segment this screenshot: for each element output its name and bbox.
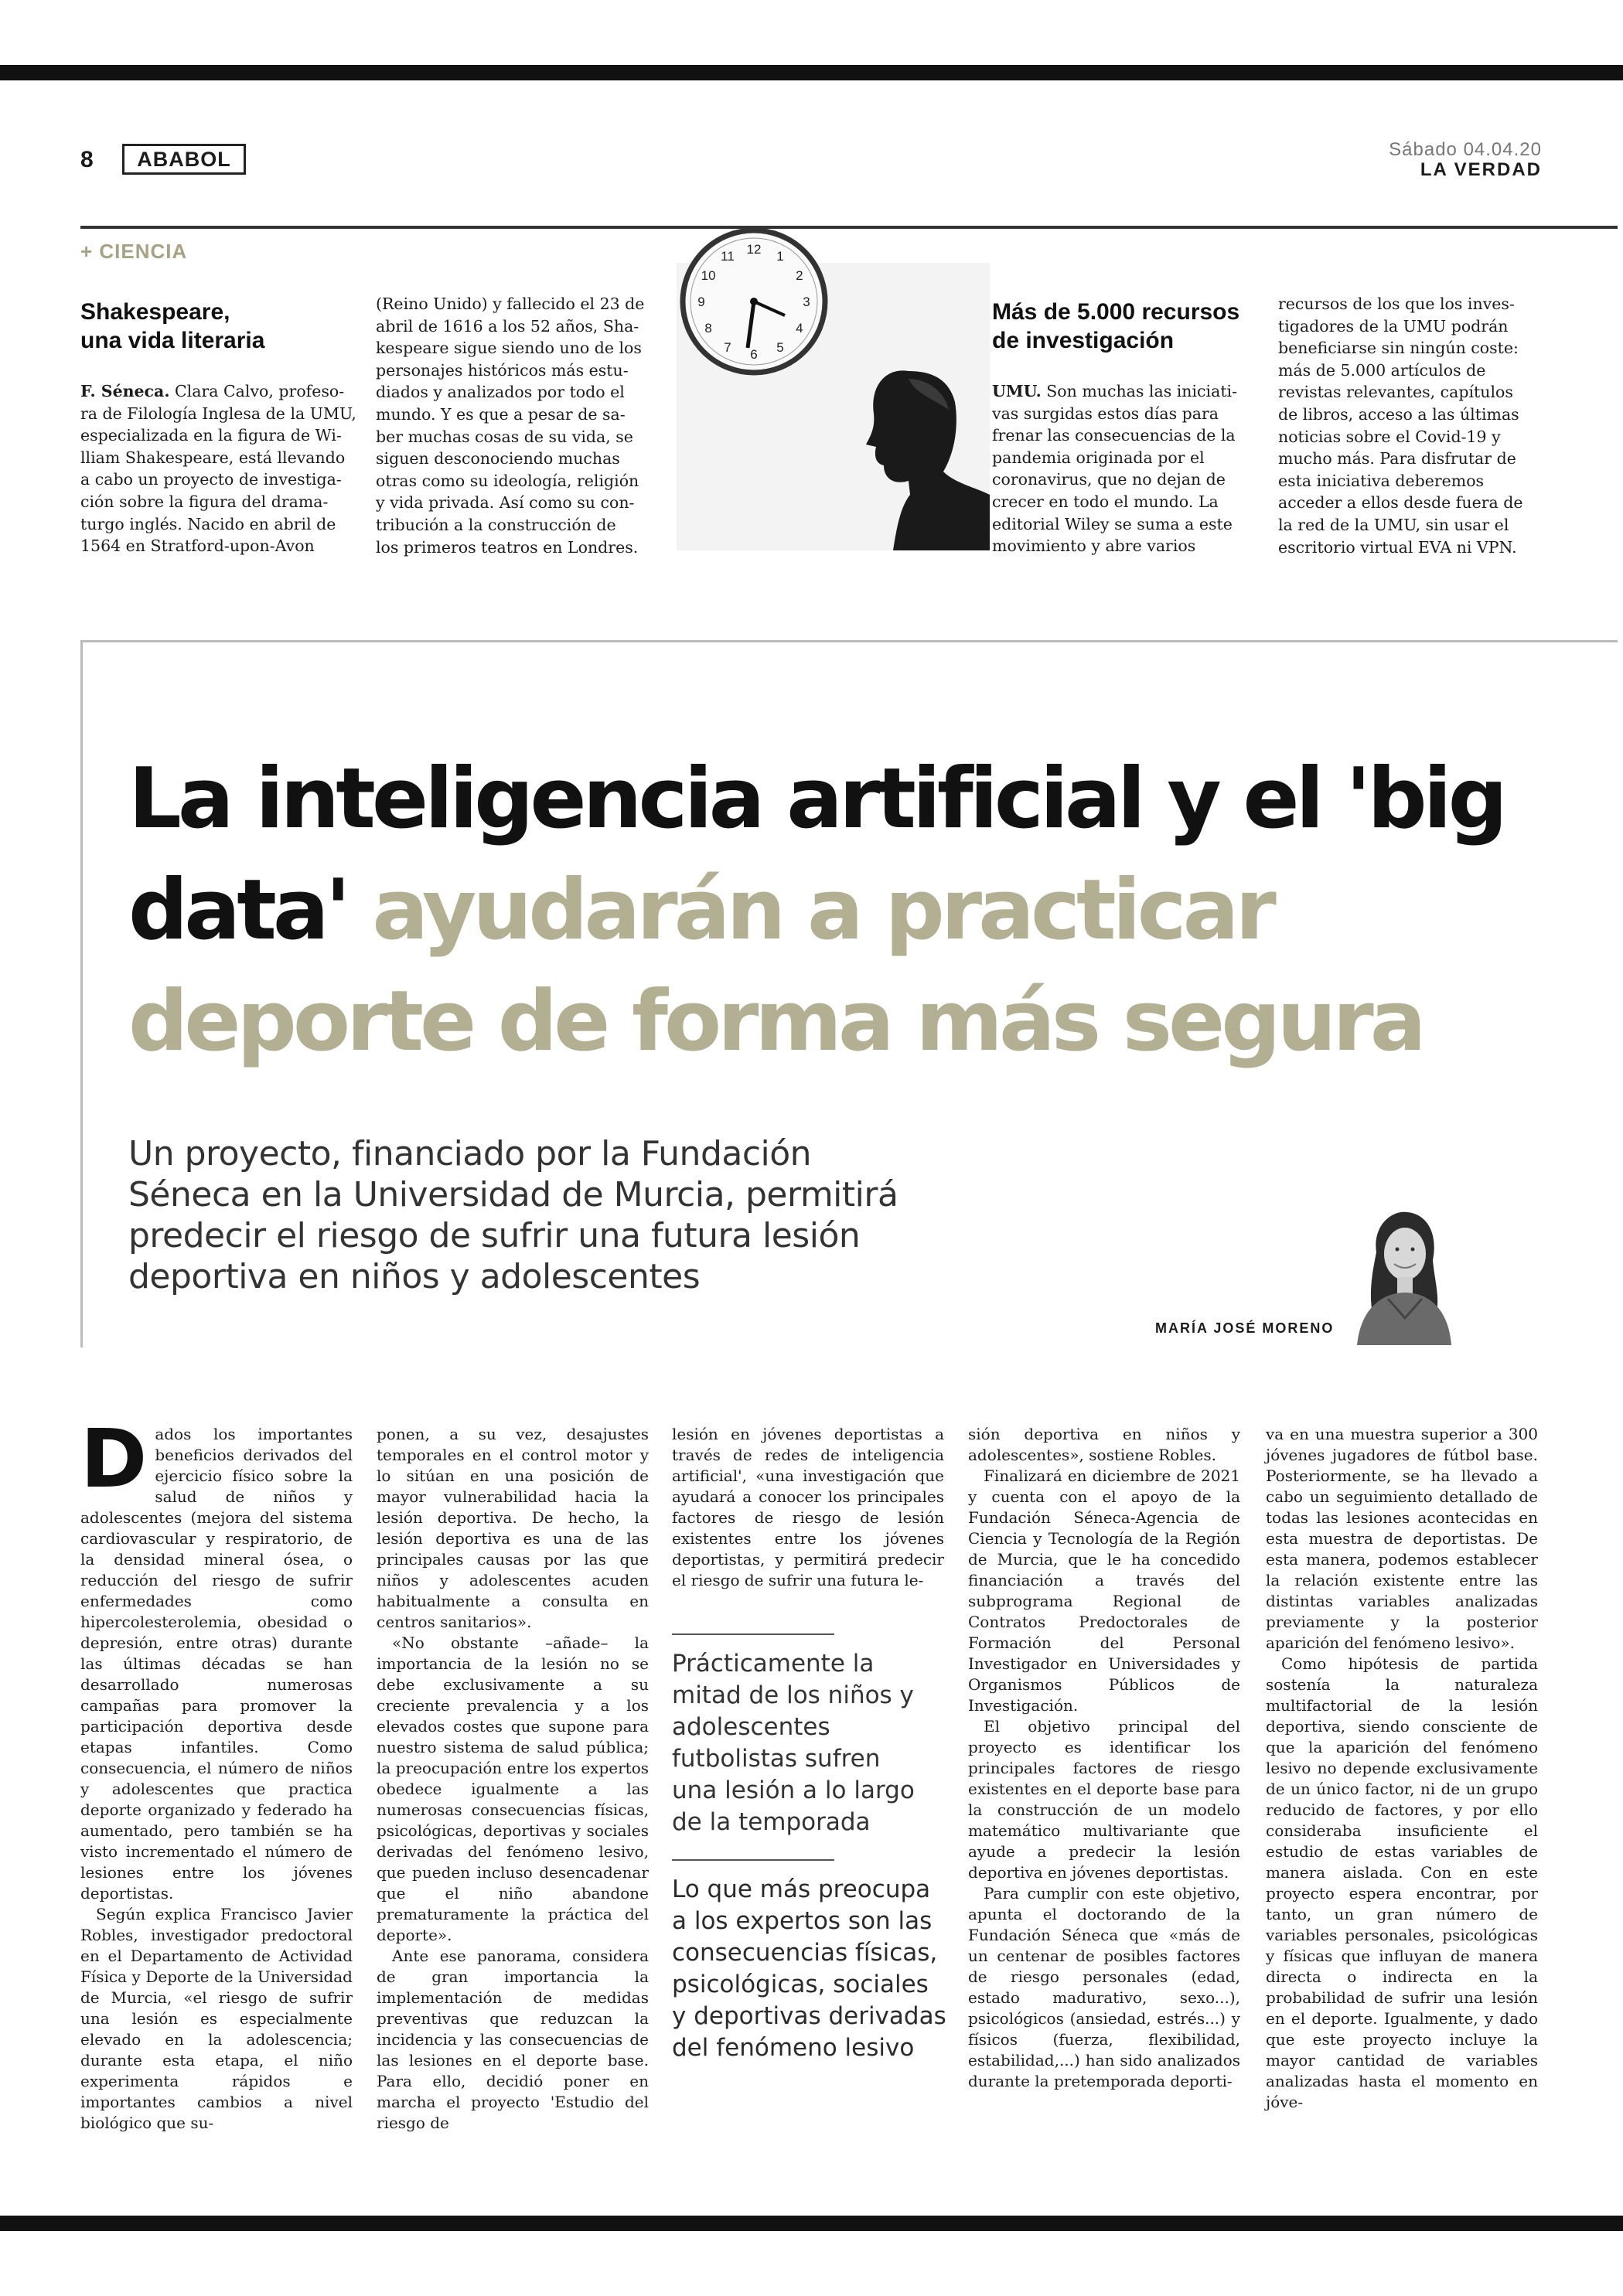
article-paragraph: Para cumplir con este objetivo, apunta el doctorando de la Fundación Séneca que «más de un centenar de posibles factores de riesgo personales (edad, estado madurativo, sexo...), psicológicos (ansiedad, estrés...) y físicos (fuerza, flexibilidad, estabilidad,...) han sido analizados durante la pretemporada deporti- [968, 1884, 1240, 2090]
headline [128, 744, 1520, 1078]
pullquote-rule [672, 1633, 834, 1635]
article-column-5 [1266, 1424, 1538, 2113]
article-lead-paragraph [80, 1412, 353, 1904]
newspaper-name: LA VERDAD [1420, 159, 1542, 180]
headline-grey-part: ayudarán a practicar deporte de forma más segura [128, 862, 1423, 1070]
brief-resources-text1: Son muchas las iniciati- vas surgidas estos días para frenar las consecuencias de la pandemia originada por el coronavirus, que no dejan de crecer en todo el mundo. La editorial Wiley se suma a este movimiento y abre varios [992, 382, 1238, 556]
clock-numeral: 11 [721, 249, 735, 264]
article-column-3 [672, 1424, 944, 1591]
clock-numeral: 8 [704, 321, 712, 336]
article-paragraph: lesión en jóvenes deportistas a través de redes de inteligencia artificial', «una investigación que ayudará a conocer los principales factores de riesgo de lesión existentes entre los jóvenes deportistas, y permitirá predecir el riesgo de sufrir una futura le- [672, 1425, 944, 1589]
article-paragraph: Ante ese panorama, considera de gran importancia la implementación de medidas preventivas que reduzcan la incidencia y las consecuencias de las lesiones en el deporte base. Para ello, decidió poner en marcha el proyecto 'Estudio del riesgo de [377, 1947, 649, 2132]
article-column-1 [80, 1412, 353, 2134]
clock-numeral: 1 [776, 249, 784, 264]
section-label: + CIENCIA [80, 240, 188, 263]
clock-numeral: 4 [796, 321, 803, 336]
article-paragraph: Finalizará en diciembre de 2021 y cuenta con el apoyo de la Fundación Séneca-Agencia de Ciencia y Tecnología de la Región de Murcia, que le ha concedido financiación a través del subprograma Regional de Contratos Predoctorales de Formación del Personal Investigador en Universidades y Organismos Públicos de Investigación. [968, 1467, 1240, 1715]
brief-shakespeare-col1 [80, 380, 359, 557]
article-paragraph: sión deportiva en niños y adolescentes», sostiene Robles. [968, 1425, 1240, 1464]
clock-photo-art [677, 242, 990, 550]
article-paragraph: Como hipótesis de partida sostenía la naturaleza multifactorial de la lesión deportiva, siendo consciente de que la aparición del fenómeno lesivo no depende exclusivamente de un único factor, ni de un grupo reducido de factores, y por ello consideraba insuficiente el estudio de estas variables de manera aislada. Con en este proyecto espera encontrar, por tanto, un gran número de variables personales, psicológicas y físicas que influyan de manera directa o indirecta en la probabilidad de sufrir una lesión en el deporte. Igualmente, y dado que este proyecto incluye la mayor cantidad de variables analizadas hasta el momento en jóve- [1266, 1654, 1538, 2111]
brief-resources-byline: UMU. [992, 382, 1042, 400]
clock-numeral: 5 [776, 339, 784, 355]
top-border-bar [0, 65, 1623, 80]
subheadline: Un proyecto, financiado por la Fundación Séneca en la Universidad de Murcia, permitirá predecir el riesgo de sufrir una futura lesión deportiva en niños y adolescentes [128, 1134, 898, 1296]
clock-numeral: 6 [750, 347, 758, 362]
brief-resources-col2: recursos de los que los inves- tigadores de la UMU podrán beneficiarse sin ningún coste: más de 5.000 artículos de revistas relevantes, capítulos de libros, acceso a las últimas noticias sobre el Covid-19 y mucho más. Para disfrutar de esta iniciativa deberemos acceder a ellos desde fuera de la red de la UMU, sin usar el escritorio virtual EVA ni VPN. [1278, 295, 1523, 557]
brief-shakespeare-col2: (Reino Unido) y fallecido el 23 de abril de 1616 a los 52 años, Sha- kespeare sigue siendo uno de los personajes históricos más estu- diados y analizados por todo el mundo. Y es que a pesar de sa- ber muchas cosas de su vida, se siguen desconociendo muchas otras como su ideología, religión y vida privada. Así como su con- tribución a la construcción de los primeros teatros en Londres. [376, 295, 645, 557]
brief-resources-col1 [992, 380, 1270, 557]
brief-shakespeare-byline: F. Séneca. [80, 382, 170, 400]
article-paragraph: «No obstante –añade– la importancia de la lesión no se debe exclusivamente a su creciente prevalencia y a los elevados costes que supone para nuestro sistema de salud pública; la preocupación entre los expertos obedece igualmente a las numerosas consecuencias físicas, psicológicas, deportivas y sociales derivadas del fenómeno lesivo, que pueden incluso desencadenar que el niño abandone prematuramente la práctica del deporte». [377, 1633, 649, 1944]
article-paragraph: Según explica Francisco Javier Robles, investigador predoctoral en el Departamento de Actividad Física y Deporte de la Universidad de Murcia, «el riesgo de sufrir una lesión es especialmente elevado en la adolescencia; durante esta etapa, el niño experimenta rápidos e importantes cambios a nivel biológico que su- [80, 1905, 353, 2132]
article-lead-text: ados los importantes beneficios derivados del ejercicio físico sobre la salud de niños y adolescentes (mejora del sistema cardiovascular y respiratorio, de la densidad mineral ósea, o reducción del riesgo de sufrir enfermedades como hipercolesterolemia, obesidad o depresión, entre otras) durante las últimas décadas se han desarrollado numerosas campañas para promover la participación deportiva desde etapas infantiles. Como consecuencia, el número de niños y adolescentes que practica deporte organizado y federado ha aumentado, pero también se ha visto incrementado el número de lesiones entre los jóvenes deportistas. [80, 1425, 353, 1903]
section-name-box: ABABOL [122, 144, 246, 175]
issue-date: Sábado 04.04.20 [1389, 139, 1542, 160]
brief-shakespeare-title: Shakespeare, una vida literaria [80, 299, 265, 353]
article-paragraph: ponen, a su vez, desajustes temporales en el control motor y lo sitúan en una posición de mayor vulnerabilidad hacia la lesión deportiva. De hecho, la lesión deportiva es una de las principales causas por las que niños y adolescentes acuden habitualmente a consulta en centros sanitarios». [377, 1425, 649, 1631]
header-rule [80, 226, 1618, 229]
pullquote-1: Prácticamente la mitad de los niños y adolescentes futbolistas sufren una lesión a lo largo de la temporada [672, 1650, 915, 1836]
dropcap-letter: D [80, 1412, 148, 1506]
article-column-2 [377, 1424, 649, 2134]
clock-silhouette-photo [677, 242, 990, 550]
article-paragraph: va en una muestra superior a 300 jóvenes jugadores de fútbol base. Posteriormente, se ha llevado a cabo un seguimiento detallado de todas las lesiones acontecidas en esta muestra de deportistas. De esta manera, podemos establecer la relación existente entre las distintas variables analizadas previamente y la posterior aparición del fenómeno lesivo». [1266, 1425, 1538, 1652]
clock-numeral: 10 [701, 268, 716, 283]
pullquote-2: Lo que más preocupa a los expertos son las consecuencias físicas, psicológicas, sociales y deportivas derivadas del fenómeno lesivo [672, 1875, 946, 2062]
clock-icon [683, 230, 825, 373]
author-photo [1349, 1206, 1458, 1345]
clock-numeral: 3 [803, 295, 810, 309]
clock-numeral: 12 [746, 242, 762, 257]
bottom-border-bar [0, 2216, 1623, 2231]
article-paragraph: El objetivo principal del proyecto es identificar los principales factores de riesgo existentes en el deporte base para la construcción de un modelo matemático multivariante que ayude a predecir la lesión deportiva en jóvenes deportistas. [968, 1717, 1240, 1882]
clock-numeral: 9 [697, 295, 705, 309]
clock-numeral: 7 [724, 339, 731, 355]
page-number: 8 [80, 147, 94, 172]
author-portrait-art [1349, 1206, 1458, 1345]
author-byline: MARÍA JOSÉ MORENO [1155, 1320, 1335, 1336]
headline-dark-part: La inteligencia artificial y el 'big data' [128, 751, 1504, 959]
article-column-4 [968, 1424, 1240, 2092]
clock-numeral: 2 [796, 268, 803, 283]
pullquote-rule [672, 1859, 834, 1861]
brief-resources-title: Más de 5.000 recursos de investigación [992, 299, 1240, 353]
brief-shakespeare-text1: Clara Calvo, profeso- ra de Filología Inglesa de la UMU, especializada en la figura de Wi- lliam Shakespeare, está llevando a cabo un proyecto de investiga- ción sobre la figura del drama- turgo inglés. Nacido en abril de 1564 en Stratford-upon-Avon [80, 382, 356, 556]
